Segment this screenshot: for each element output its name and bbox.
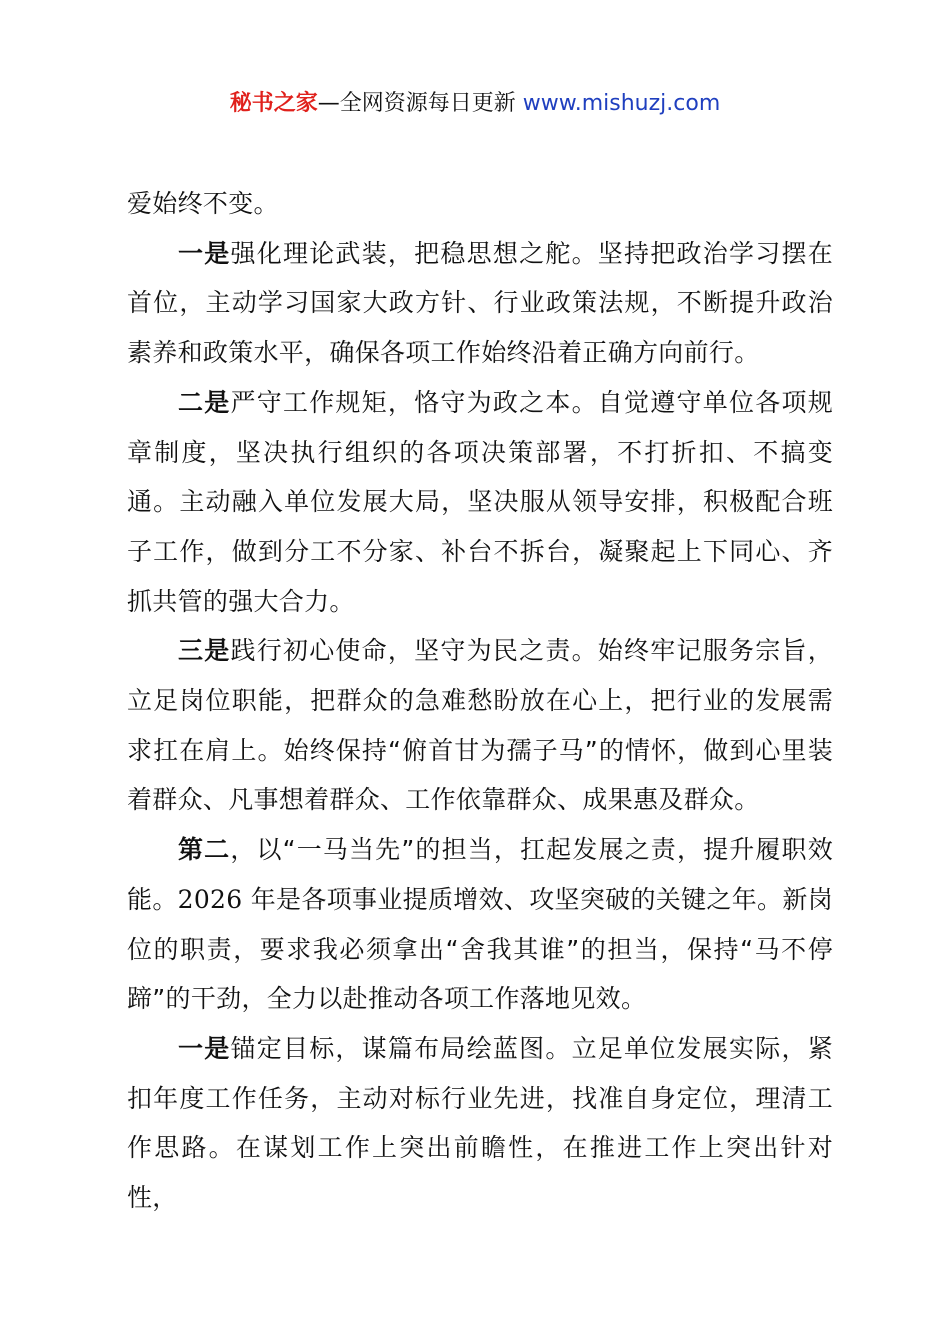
site-url-link[interactable]: www.mishuzj.com bbox=[522, 91, 721, 116]
paragraph-lead: 第二 bbox=[178, 835, 231, 865]
paragraph-continuation bbox=[127, 179, 833, 229]
paragraph-lead: 三是 bbox=[178, 636, 231, 666]
paragraph-point-3 bbox=[127, 626, 833, 825]
paragraph-lead: 一是 bbox=[178, 1033, 231, 1063]
document-body bbox=[127, 179, 833, 1223]
paragraph-lead: 二是 bbox=[178, 387, 231, 417]
paragraph-section-2 bbox=[127, 825, 833, 1024]
year-number: 2026 bbox=[177, 884, 243, 914]
paragraph-text: 强化理论武装，把稳思想之舵。坚持把政治学习摆在首位，主动学习国家大政方针、行业政策法规，不断提升政治素养和政策水平，确保各项工作始终沿着正确方向前行。 bbox=[127, 238, 833, 368]
paragraph-text: ，以“一马当先”的担当，扛起发展之责，提升履职效能。 bbox=[127, 835, 833, 914]
paragraph-text: 爱始终不变。 bbox=[127, 189, 279, 218]
site-slogan: —全网资源每日更新 bbox=[317, 91, 523, 116]
paragraph-text: 年是各项事业提质增效、攻坚突破的关键之年。新岗位的职责，要求我必须拿出“舍我其谁”的担当，保持“马不停蹄”的干劲，全力以赴推动各项工作落地见效。 bbox=[127, 884, 833, 1014]
page-header bbox=[0, 88, 950, 120]
paragraph-text: 锚定目标，谋篇布局绘蓝图。立足单位发展实际，紧扣年度工作任务，主动对标行业先进，找准自身定位，理清工作思路。在谋划工作上突出前瞻性，在推进工作上突出针对性， bbox=[127, 1033, 833, 1213]
paragraph-point-2 bbox=[127, 378, 833, 627]
paragraph-text: 践行初心使命，坚守为民之责。始终牢记服务宗旨，立足岗位职能，把群众的急难愁盼放在心上，把行业的发展需求扛在肩上。始终保持“俯首甘为孺子马”的情怀，做到心里装着群众、凡事想着群众、工作依靠群众、成果惠及群众。 bbox=[127, 636, 833, 815]
paragraph-point-1b bbox=[127, 1024, 833, 1223]
site-brand: 秘书之家 bbox=[229, 91, 318, 116]
paragraph-lead: 一是 bbox=[178, 238, 231, 268]
paragraph-text: 严守工作规矩，恪守为政之本。自觉遵守单位各项规章制度，坚决执行组织的各项决策部署，不打折扣、不搞变通。主动融入单位发展大局，坚决服从领导安排，积极配合班子工作，做到分工不分家、补台不拆台，凝聚起上下同心、齐抓共管的强大合力。 bbox=[127, 387, 833, 616]
paragraph-point-1 bbox=[127, 229, 833, 378]
